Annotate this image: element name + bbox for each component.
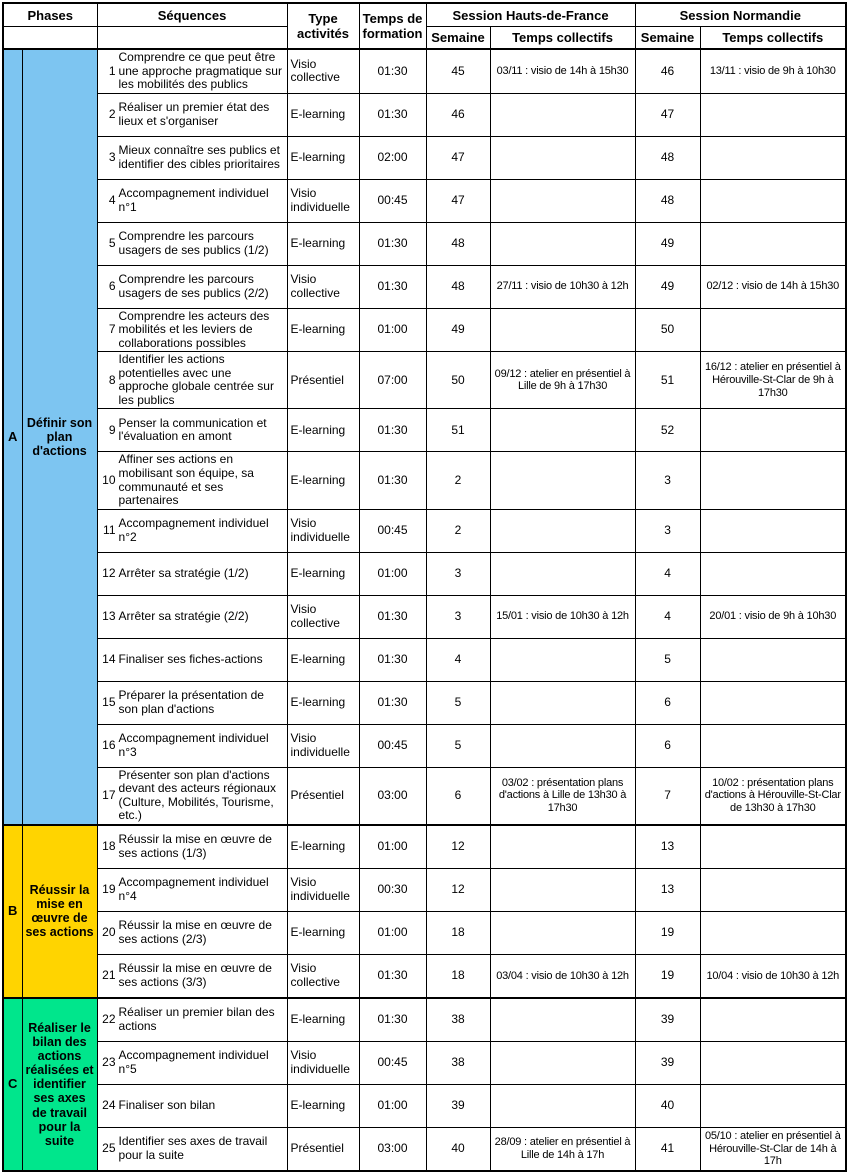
hdf-semaine-cell: 47 bbox=[426, 179, 490, 222]
sequence-number: 21 bbox=[102, 968, 116, 983]
normandie-semaine-cell: 51 bbox=[635, 352, 700, 409]
hdf-semaine-cell: 3 bbox=[426, 552, 490, 595]
table-row bbox=[3, 954, 846, 998]
hdf-semaine-cell: 45 bbox=[426, 49, 490, 93]
sequence-number: 11 bbox=[103, 522, 116, 537]
hdf-semaine-cell: 38 bbox=[426, 998, 490, 1042]
table-row bbox=[3, 911, 846, 954]
temps-formation-cell: 00:30 bbox=[359, 868, 426, 911]
normandie-semaine-cell: 13 bbox=[635, 825, 700, 869]
sequence-text: Identifier ses axes de travail pour la suite bbox=[118, 1134, 268, 1162]
hdf-semaine-cell: 12 bbox=[426, 868, 490, 911]
type-activite-cell: E-learning bbox=[287, 1084, 359, 1127]
sequence-number: 25 bbox=[102, 1141, 116, 1156]
hdf-temps-collectifs-cell bbox=[490, 868, 635, 911]
header-phases-spacer bbox=[3, 27, 97, 50]
type-activite-cell: Visio individuelle bbox=[287, 179, 359, 222]
sequence-text: Réussir la mise en œuvre de ses actions (1/3) bbox=[118, 832, 272, 860]
hdf-semaine-cell: 2 bbox=[426, 509, 490, 552]
header-session-hdf: Session Hauts-de-France bbox=[426, 3, 635, 27]
normandie-semaine-cell: 6 bbox=[635, 724, 700, 767]
hdf-temps-collectifs-cell bbox=[490, 452, 635, 509]
normandie-temps-collectifs-cell bbox=[700, 93, 846, 136]
sequence-text: Accompagnement individuel n°1 bbox=[118, 186, 269, 214]
temps-formation-cell: 01:30 bbox=[359, 49, 426, 93]
hdf-semaine-cell: 51 bbox=[426, 409, 490, 452]
sequence-cell bbox=[97, 911, 287, 954]
sequence-number: 18 bbox=[102, 839, 116, 854]
sequence-cell bbox=[97, 998, 287, 1042]
normandie-temps-collectifs-cell bbox=[700, 998, 846, 1042]
table-row bbox=[3, 724, 846, 767]
sequence-text: Réaliser un premier état des lieux et s'organiser bbox=[118, 100, 270, 128]
hdf-semaine-cell: 5 bbox=[426, 724, 490, 767]
table-row bbox=[3, 136, 846, 179]
table-row bbox=[3, 509, 846, 552]
hdf-semaine-cell: 4 bbox=[426, 638, 490, 681]
table-row bbox=[3, 825, 846, 869]
sequence-cell bbox=[97, 308, 287, 352]
sequence-cell bbox=[97, 1127, 287, 1171]
sequence-cell bbox=[97, 552, 287, 595]
type-activite-cell: E-learning bbox=[287, 681, 359, 724]
hdf-temps-collectifs-cell bbox=[490, 509, 635, 552]
table-row bbox=[3, 409, 846, 452]
table-row bbox=[3, 552, 846, 595]
hdf-temps-collectifs-cell: 15/01 : visio de 10h30 à 12h bbox=[490, 595, 635, 638]
normandie-semaine-cell: 6 bbox=[635, 681, 700, 724]
type-activite-cell: Visio individuelle bbox=[287, 509, 359, 552]
header-sequences: Séquences bbox=[97, 3, 287, 27]
sequence-text: Comprendre les acteurs des mobilités et les leviers de collaborations possibles bbox=[118, 308, 270, 350]
hdf-temps-collectifs-cell: 03/04 : visio de 10h30 à 12h bbox=[490, 954, 635, 998]
table-body bbox=[3, 49, 846, 1171]
sequence-cell bbox=[97, 767, 287, 825]
temps-formation-cell: 01:30 bbox=[359, 595, 426, 638]
table-row bbox=[3, 352, 846, 409]
normandie-semaine-cell: 47 bbox=[635, 93, 700, 136]
normandie-semaine-cell: 39 bbox=[635, 998, 700, 1042]
sequence-number: 12 bbox=[102, 565, 116, 580]
temps-formation-cell: 01:30 bbox=[359, 681, 426, 724]
sequence-cell bbox=[97, 638, 287, 681]
hdf-semaine-cell: 48 bbox=[426, 222, 490, 265]
type-activite-cell: E-learning bbox=[287, 409, 359, 452]
normandie-temps-collectifs-cell: 05/10 : atelier en présentiel à Hérouville-St-Clar de 14h à 17h bbox=[700, 1127, 846, 1171]
normandie-temps-collectifs-cell bbox=[700, 552, 846, 595]
temps-formation-cell: 01:00 bbox=[359, 1084, 426, 1127]
sequence-cell bbox=[97, 954, 287, 998]
table-row bbox=[3, 452, 846, 509]
type-activite-cell: Visio collective bbox=[287, 49, 359, 93]
sequence-cell bbox=[97, 509, 287, 552]
hdf-temps-collectifs-cell: 03/02 : présentation plans d'actions à Lille de 13h30 à 17h30 bbox=[490, 767, 635, 825]
header-session-normandie: Session Normandie bbox=[635, 3, 846, 27]
sequence-number: 4 bbox=[108, 192, 116, 207]
sequence-cell bbox=[97, 595, 287, 638]
normandie-temps-collectifs-cell: 02/12 : visio de 14h à 15h30 bbox=[700, 265, 846, 308]
normandie-temps-collectifs-cell bbox=[700, 136, 846, 179]
hdf-temps-collectifs-cell bbox=[490, 724, 635, 767]
type-activite-cell: Présentiel bbox=[287, 352, 359, 409]
temps-formation-cell: 03:00 bbox=[359, 1127, 426, 1171]
temps-formation-cell: 01:30 bbox=[359, 93, 426, 136]
table-row bbox=[3, 265, 846, 308]
type-activite-cell: E-learning bbox=[287, 93, 359, 136]
sequence-number: 19 bbox=[102, 882, 116, 897]
sequence-number: 15 bbox=[102, 694, 116, 709]
normandie-semaine-cell: 3 bbox=[635, 452, 700, 509]
normandie-temps-collectifs-cell bbox=[700, 724, 846, 767]
hdf-semaine-cell: 40 bbox=[426, 1127, 490, 1171]
header-normandie-temps-collectifs: Temps collectifs bbox=[700, 27, 846, 50]
sequence-number: 6 bbox=[108, 278, 116, 293]
normandie-semaine-cell: 19 bbox=[635, 911, 700, 954]
temps-formation-cell: 07:00 bbox=[359, 352, 426, 409]
temps-formation-cell: 01:00 bbox=[359, 552, 426, 595]
sequence-text: Accompagnement individuel n°2 bbox=[118, 516, 269, 544]
sequence-cell bbox=[97, 136, 287, 179]
hdf-semaine-cell: 12 bbox=[426, 825, 490, 869]
type-activite-cell: Visio individuelle bbox=[287, 724, 359, 767]
temps-formation-cell: 00:45 bbox=[359, 179, 426, 222]
sequence-cell bbox=[97, 681, 287, 724]
hdf-temps-collectifs-cell bbox=[490, 136, 635, 179]
normandie-temps-collectifs-cell bbox=[700, 509, 846, 552]
temps-formation-cell: 00:45 bbox=[359, 509, 426, 552]
sequence-number: 9 bbox=[108, 422, 116, 437]
sequence-number: 24 bbox=[102, 1098, 116, 1113]
sequence-text: Réussir la mise en œuvre de ses actions (2/3) bbox=[118, 918, 272, 946]
sequence-text: Comprendre les parcours usagers de ses publics (1/2) bbox=[118, 229, 269, 257]
normandie-semaine-cell: 50 bbox=[635, 308, 700, 352]
sequence-text: Finaliser ses fiches-actions bbox=[118, 651, 263, 666]
phase-letter-cell: B bbox=[3, 825, 22, 998]
hdf-temps-collectifs-cell bbox=[490, 552, 635, 595]
type-activite-cell: Visio individuelle bbox=[287, 868, 359, 911]
normandie-semaine-cell: 40 bbox=[635, 1084, 700, 1127]
hdf-temps-collectifs-cell bbox=[490, 1041, 635, 1084]
hdf-semaine-cell: 3 bbox=[426, 595, 490, 638]
sequence-cell bbox=[97, 265, 287, 308]
sequence-cell bbox=[97, 179, 287, 222]
type-activite-cell: E-learning bbox=[287, 308, 359, 352]
hdf-semaine-cell: 46 bbox=[426, 93, 490, 136]
phase-label-cell: Réussir la mise en œuvre de ses actions bbox=[22, 825, 97, 998]
hdf-semaine-cell: 50 bbox=[426, 352, 490, 409]
sequence-cell bbox=[97, 1041, 287, 1084]
table-row bbox=[3, 179, 846, 222]
normandie-semaine-cell: 46 bbox=[635, 49, 700, 93]
sequence-number: 17 bbox=[102, 787, 116, 802]
sequence-text: Accompagnement individuel n°4 bbox=[118, 875, 269, 903]
sequence-number: 3 bbox=[108, 149, 116, 164]
normandie-semaine-cell: 13 bbox=[635, 868, 700, 911]
hdf-temps-collectifs-cell bbox=[490, 179, 635, 222]
hdf-temps-collectifs-cell bbox=[490, 681, 635, 724]
temps-formation-cell: 01:30 bbox=[359, 638, 426, 681]
sequence-text: Finaliser son bilan bbox=[118, 1098, 216, 1113]
type-activite-cell: E-learning bbox=[287, 825, 359, 869]
temps-formation-cell: 01:30 bbox=[359, 954, 426, 998]
hdf-semaine-cell: 6 bbox=[426, 767, 490, 825]
type-activite-cell: Visio collective bbox=[287, 595, 359, 638]
table-row bbox=[3, 49, 846, 93]
hdf-semaine-cell: 18 bbox=[426, 954, 490, 998]
hdf-semaine-cell: 49 bbox=[426, 308, 490, 352]
normandie-semaine-cell: 39 bbox=[635, 1041, 700, 1084]
hdf-temps-collectifs-cell bbox=[490, 93, 635, 136]
hdf-semaine-cell: 39 bbox=[426, 1084, 490, 1127]
type-activite-cell: E-learning bbox=[287, 911, 359, 954]
phase-letter-cell: C bbox=[3, 998, 22, 1171]
phase-label-cell: Définir son plan d'actions bbox=[22, 49, 97, 825]
hdf-temps-collectifs-cell bbox=[490, 308, 635, 352]
sequence-text: Réussir la mise en œuvre de ses actions (3/3) bbox=[118, 961, 272, 989]
normandie-semaine-cell: 49 bbox=[635, 222, 700, 265]
sequence-text: Réaliser un premier bilan des actions bbox=[118, 1005, 275, 1033]
normandie-semaine-cell: 49 bbox=[635, 265, 700, 308]
table-row bbox=[3, 595, 846, 638]
hdf-semaine-cell: 5 bbox=[426, 681, 490, 724]
sequence-text: Comprendre ce que peut être une approche pragmatique sur les mobilités des publics bbox=[118, 50, 282, 92]
type-activite-cell: Visio individuelle bbox=[287, 1041, 359, 1084]
sequence-text: Accompagnement individuel n°3 bbox=[118, 731, 269, 759]
table-row bbox=[3, 638, 846, 681]
sequence-text: Mieux connaître ses publics et identifier des cibles prioritaires bbox=[118, 143, 280, 171]
sequence-cell bbox=[97, 222, 287, 265]
sequence-number: 2 bbox=[108, 106, 116, 121]
hdf-temps-collectifs-cell bbox=[490, 998, 635, 1042]
table-row bbox=[3, 868, 846, 911]
training-schedule-table bbox=[2, 2, 847, 1172]
normandie-temps-collectifs-cell bbox=[700, 825, 846, 869]
sequence-number: 10 bbox=[102, 472, 116, 487]
normandie-temps-collectifs-cell: 16/12 : atelier en présentiel à Hérouville-St-Clar de 9h à 17h30 bbox=[700, 352, 846, 409]
normandie-semaine-cell: 48 bbox=[635, 179, 700, 222]
hdf-semaine-cell: 2 bbox=[426, 452, 490, 509]
hdf-temps-collectifs-cell bbox=[490, 409, 635, 452]
normandie-temps-collectifs-cell bbox=[700, 452, 846, 509]
normandie-temps-collectifs-cell bbox=[700, 911, 846, 954]
normandie-semaine-cell: 5 bbox=[635, 638, 700, 681]
hdf-temps-collectifs-cell bbox=[490, 1084, 635, 1127]
table-row bbox=[3, 681, 846, 724]
sequence-text: Penser la communication et l'évaluation en amont bbox=[118, 415, 267, 444]
type-activite-cell: E-learning bbox=[287, 552, 359, 595]
table-row bbox=[3, 1084, 846, 1127]
normandie-temps-collectifs-cell bbox=[700, 409, 846, 452]
temps-formation-cell: 03:00 bbox=[359, 767, 426, 825]
temps-formation-cell: 01:00 bbox=[359, 825, 426, 869]
sequence-cell bbox=[97, 1084, 287, 1127]
sequence-number: 16 bbox=[102, 737, 116, 752]
temps-formation-cell: 01:30 bbox=[359, 998, 426, 1042]
normandie-temps-collectifs-cell: 13/11 : visio de 9h à 10h30 bbox=[700, 49, 846, 93]
hdf-semaine-cell: 48 bbox=[426, 265, 490, 308]
sequence-number: 8 bbox=[108, 372, 116, 387]
sequence-text: Comprendre les parcours usagers de ses publics (2/2) bbox=[118, 272, 269, 300]
hdf-semaine-cell: 38 bbox=[426, 1041, 490, 1084]
normandie-temps-collectifs-cell bbox=[700, 638, 846, 681]
header-hdf-semaine: Semaine bbox=[426, 27, 490, 50]
sequence-text: Arrêter sa stratégie (1/2) bbox=[118, 565, 249, 580]
header-sequences-spacer bbox=[97, 27, 287, 50]
hdf-semaine-cell: 18 bbox=[426, 911, 490, 954]
sequence-text: Accompagnement individuel n°5 bbox=[118, 1048, 269, 1076]
sequence-number: 22 bbox=[102, 1012, 116, 1027]
normandie-temps-collectifs-cell: 10/04 : visio de 10h30 à 12h bbox=[700, 954, 846, 998]
hdf-temps-collectifs-cell bbox=[490, 911, 635, 954]
normandie-temps-collectifs-cell bbox=[700, 179, 846, 222]
table-row bbox=[3, 1127, 846, 1171]
type-activite-cell: E-learning bbox=[287, 136, 359, 179]
normandie-temps-collectifs-cell: 20/01 : visio de 9h à 10h30 bbox=[700, 595, 846, 638]
table-row bbox=[3, 1041, 846, 1084]
phase-label-cell: Réaliser le bilan des actions réalisées et identifier ses axes de travail pour la suite bbox=[22, 998, 97, 1171]
normandie-semaine-cell: 4 bbox=[635, 595, 700, 638]
temps-formation-cell: 01:30 bbox=[359, 409, 426, 452]
normandie-temps-collectifs-cell bbox=[700, 868, 846, 911]
sequence-cell bbox=[97, 452, 287, 509]
sequence-text: Identifier les actions potentielles avec une approche globale centrée sur les publics bbox=[118, 352, 274, 407]
hdf-temps-collectifs-cell: 09/12 : atelier en présentiel à Lille de 9h à 17h30 bbox=[490, 352, 635, 409]
table-row bbox=[3, 308, 846, 352]
sequence-text: Présenter son plan d'actions devant des acteurs régionaux (Culture, Mobilités, Tourisme, etc.) bbox=[118, 767, 276, 823]
normandie-temps-collectifs-cell bbox=[700, 1084, 846, 1127]
sequence-number: 1 bbox=[108, 63, 116, 78]
header-normandie-semaine: Semaine bbox=[635, 27, 700, 50]
normandie-temps-collectifs-cell bbox=[700, 1041, 846, 1084]
temps-formation-cell: 01:30 bbox=[359, 452, 426, 509]
sequence-number: 5 bbox=[108, 235, 116, 250]
type-activite-cell: Présentiel bbox=[287, 1127, 359, 1171]
normandie-semaine-cell: 4 bbox=[635, 552, 700, 595]
header-hdf-temps-collectifs: Temps collectifs bbox=[490, 27, 635, 50]
temps-formation-cell: 01:30 bbox=[359, 222, 426, 265]
type-activite-cell: Présentiel bbox=[287, 767, 359, 825]
hdf-semaine-cell: 47 bbox=[426, 136, 490, 179]
sequence-number: 23 bbox=[102, 1055, 116, 1070]
temps-formation-cell: 01:00 bbox=[359, 911, 426, 954]
type-activite-cell: E-learning bbox=[287, 452, 359, 509]
sequence-cell bbox=[97, 352, 287, 409]
normandie-semaine-cell: 7 bbox=[635, 767, 700, 825]
hdf-temps-collectifs-cell: 28/09 : atelier en présentiel à Lille de 14h à 17h bbox=[490, 1127, 635, 1171]
type-activite-cell: Visio collective bbox=[287, 954, 359, 998]
normandie-temps-collectifs-cell: 10/02 : présentation plans d'actions à Hérouville-St-Clar de 13h30 à 17h30 bbox=[700, 767, 846, 825]
table-row bbox=[3, 93, 846, 136]
normandie-semaine-cell: 41 bbox=[635, 1127, 700, 1171]
type-activite-cell: E-learning bbox=[287, 998, 359, 1042]
sequence-cell bbox=[97, 724, 287, 767]
hdf-temps-collectifs-cell bbox=[490, 825, 635, 869]
hdf-temps-collectifs-cell: 03/11 : visio de 14h à 15h30 bbox=[490, 49, 635, 93]
sequence-number: 14 bbox=[102, 651, 116, 666]
normandie-temps-collectifs-cell bbox=[700, 308, 846, 352]
sequence-cell bbox=[97, 93, 287, 136]
sequence-cell bbox=[97, 49, 287, 93]
sequence-cell bbox=[97, 409, 287, 452]
sequence-text: Arrêter sa stratégie (2/2) bbox=[118, 608, 249, 623]
sequence-number: 20 bbox=[102, 925, 116, 940]
sequence-cell bbox=[97, 825, 287, 869]
normandie-semaine-cell: 52 bbox=[635, 409, 700, 452]
normandie-temps-collectifs-cell bbox=[700, 222, 846, 265]
type-activite-cell: E-learning bbox=[287, 638, 359, 681]
temps-formation-cell: 01:30 bbox=[359, 265, 426, 308]
header-type-activites: Type activités bbox=[287, 3, 359, 49]
normandie-semaine-cell: 3 bbox=[635, 509, 700, 552]
sequence-text: Préparer la présentation de son plan d'actions bbox=[118, 688, 264, 716]
temps-formation-cell: 01:00 bbox=[359, 308, 426, 352]
sequence-number: 13 bbox=[102, 608, 116, 623]
table-row bbox=[3, 998, 846, 1042]
header-phases: Phases bbox=[3, 3, 97, 27]
temps-formation-cell: 00:45 bbox=[359, 1041, 426, 1084]
header-temps-formation: Temps de formation bbox=[359, 3, 426, 49]
hdf-temps-collectifs-cell bbox=[490, 638, 635, 681]
temps-formation-cell: 00:45 bbox=[359, 724, 426, 767]
table-row bbox=[3, 767, 846, 825]
sequence-cell bbox=[97, 868, 287, 911]
type-activite-cell: E-learning bbox=[287, 222, 359, 265]
table-row bbox=[3, 222, 846, 265]
sequence-text: Affiner ses actions en mobilisant son équipe, sa communauté et ses partenaires bbox=[118, 452, 254, 508]
normandie-semaine-cell: 19 bbox=[635, 954, 700, 998]
sequence-number: 7 bbox=[108, 322, 116, 337]
phase-letter-cell: A bbox=[3, 49, 22, 825]
normandie-temps-collectifs-cell bbox=[700, 681, 846, 724]
hdf-temps-collectifs-cell: 27/11 : visio de 10h30 à 12h bbox=[490, 265, 635, 308]
normandie-semaine-cell: 48 bbox=[635, 136, 700, 179]
type-activite-cell: Visio collective bbox=[287, 265, 359, 308]
temps-formation-cell: 02:00 bbox=[359, 136, 426, 179]
hdf-temps-collectifs-cell bbox=[490, 222, 635, 265]
